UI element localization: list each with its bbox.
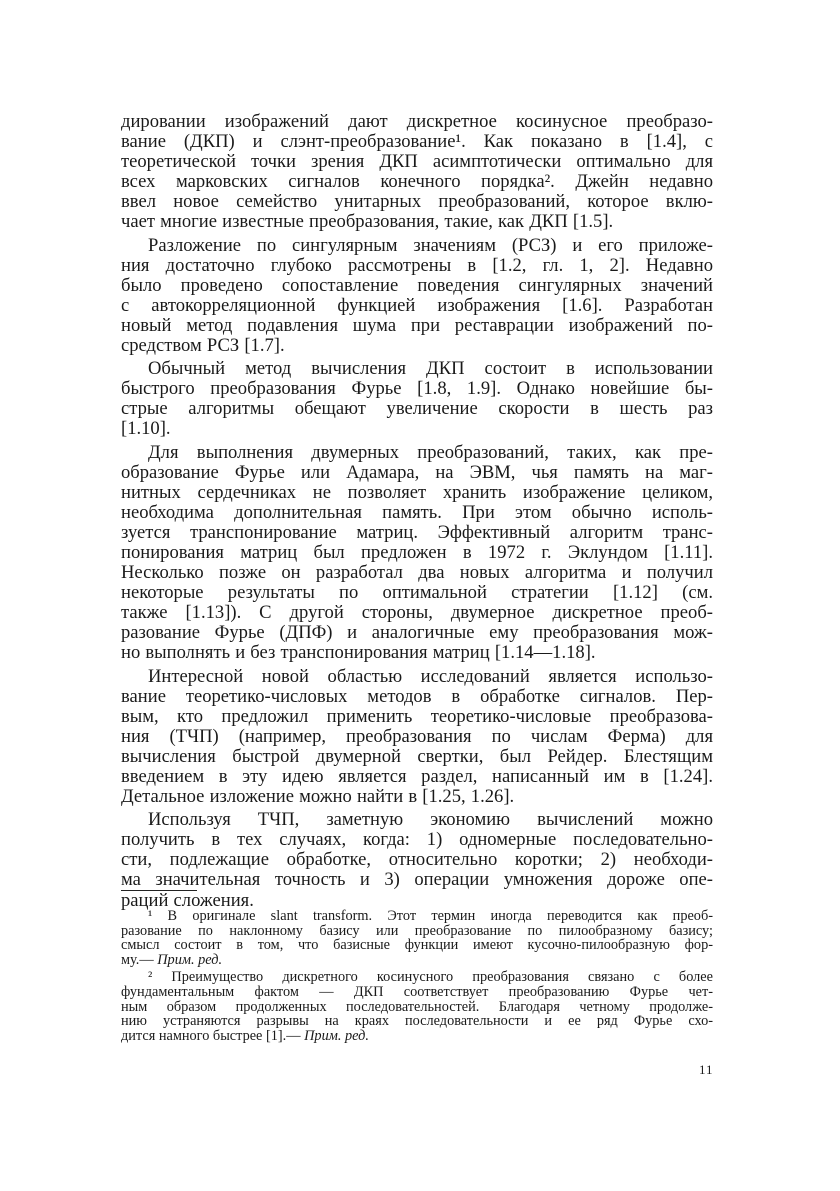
text-line: Детальное изложение можно найти в [1.25, 1.26]. [121,786,515,808]
footnote-line: фундаментальным фактом — ДКП соответствует преобразованию Фурье чет- [121,983,713,1000]
footnote-text: дится намного быстрее [1].— [121,1027,305,1044]
text-line: ния (ТЧП) (например, преобразования по числам Ферма) для [121,725,713,747]
text-line: но выполнять и без транспонирования матриц [1.14—1.18]. [121,642,596,664]
editor-note: Прим. ред. [157,951,223,968]
footnote-line [121,953,713,968]
text-line: некоторые результаты по оптимальной стратегии [1.12] (см. [121,582,713,604]
text-line: необходима дополнительная память. При этом обычно исполь- [121,501,713,523]
text-line: Используя ТЧП, заметную экономию вычислений можно [148,809,713,831]
text-line: [1.10]. [121,418,171,440]
text-line: всех марковских сигналов конечного порядка². Джейн недавно [121,171,713,193]
footnote-2 [121,970,713,1043]
paragraph-2 [121,236,713,357]
text-line: средством РСЗ [1.7]. [121,335,285,357]
text-line: Обычный метод вычисления ДКП состоит в использовании [148,358,713,380]
text-line: теоретической точки зрения ДКП асимптотически оптимально для [121,151,713,173]
text-line: чает многие известные преобразования, такие, как ДКП [1.5]. [121,211,614,233]
page-number: 11 [699,1062,714,1077]
footnote-line: ным образом продолженных последовательностей. Благодаря четному продолже- [121,998,713,1015]
text-line: Интересной новой областью исследований является использо- [148,665,713,687]
text-line: нитных сердечниках не позволяет хранить изображение целиком, [121,481,713,503]
text-line: стрые алгоритмы обещают увеличение скорости в шесть раз [121,398,713,420]
footnote-divider [121,890,197,891]
text-line: вание (ДКП) и слэнт-преобразование¹. Как показано в [1.4], с [121,131,713,153]
footnote-line: разование по наклонному базису или преобразование по пилообразному базису; [121,922,713,939]
paragraph-6 [121,810,713,910]
text-line: получить в тех случаях, когда: 1) одномерные последовательно- [121,829,713,851]
paragraph-1 [121,112,713,233]
footnote-text: му.— [121,951,158,968]
text-line: дировании изображений дают дискретное косинусное преобразо- [121,111,713,132]
footnotes [121,909,713,1043]
text-line: введением в эту идею является раздел, написанный им в [1.24]. [121,766,713,787]
paragraph-5 [121,667,713,808]
text-line: ввел новое семейство унитарных преобразований, которое вклю- [121,191,713,213]
text-line: разование Фурье (ДПФ) и аналогичные ему преобразования мож- [121,622,713,644]
footnote-line: смысл состоит в том, что базисные функции имеют кусочно-пилообразную фор- [121,937,713,954]
text-line: ния достаточно глубоко рассмотрены в [1.2, гл. 1, 2]. Недавно [121,254,713,276]
text-line: вание теоретико-числовых методов в обработке сигналов. Пер- [121,685,713,707]
text-line: зуется транспонирование матриц. Эффективный алгоритм транс- [121,521,713,543]
editor-note: Прим. ред. [304,1027,369,1044]
text-line: Разложение по сингулярным значениям (РСЗ) и его приложе- [148,234,713,256]
footnote-line [121,1029,713,1044]
text-line: Для выполнения двумерных преобразований, таких, как пре- [148,441,713,463]
text-line: было проведено сопоставление поведения сингулярных значений [121,274,713,296]
text-line: вым, кто предложил применить теоретико-числовые преобразова- [121,705,713,727]
text-line: сти, подлежащие обработке, относительно коротки; 2) необходи- [121,849,713,871]
text-line: новый метод подавления шума при реставрации изображений по- [121,314,713,336]
text-line: понирования матриц был предложен в 1972 г. Эклундом [1.11]. [121,541,713,563]
main-text [121,112,713,911]
footnote-line: ¹ В оригинале slant transform. Этот термин иногда переводится как преоб- [148,908,713,924]
paragraph-3 [121,359,713,439]
text-line: быстрого преобразования Фурье [1.8, 1.9]. Однако новейшие бы- [121,378,713,400]
footnote-1 [121,909,713,967]
footnote-line: нию устраняются разрывы на краях последовательности и ее ряд Фурье схо- [121,1013,713,1030]
text-line: Несколько позже он разработал два новых алгоритма и получил [121,562,713,584]
text-line: ма значительная точность и 3) операции умножения дороже опе- [121,869,713,891]
text-line: вычисления быстрой двумерной свертки, был Рейдер. Блестящим [121,745,713,767]
text-line: также [1.13]). С другой стороны, двумерное дискретное преоб- [121,602,713,624]
text-line: с автокорреляционной функцией изображения [1.6]. Разработан [121,294,713,316]
footnote-line: ² Преимущество дискретного косинусного преобразования связано с более [148,969,713,986]
text-line: раций сложения. [121,889,254,911]
paragraph-4 [121,443,713,664]
text-line: образование Фурье или Адамара, на ЭВМ, чья память на маг- [121,461,713,483]
